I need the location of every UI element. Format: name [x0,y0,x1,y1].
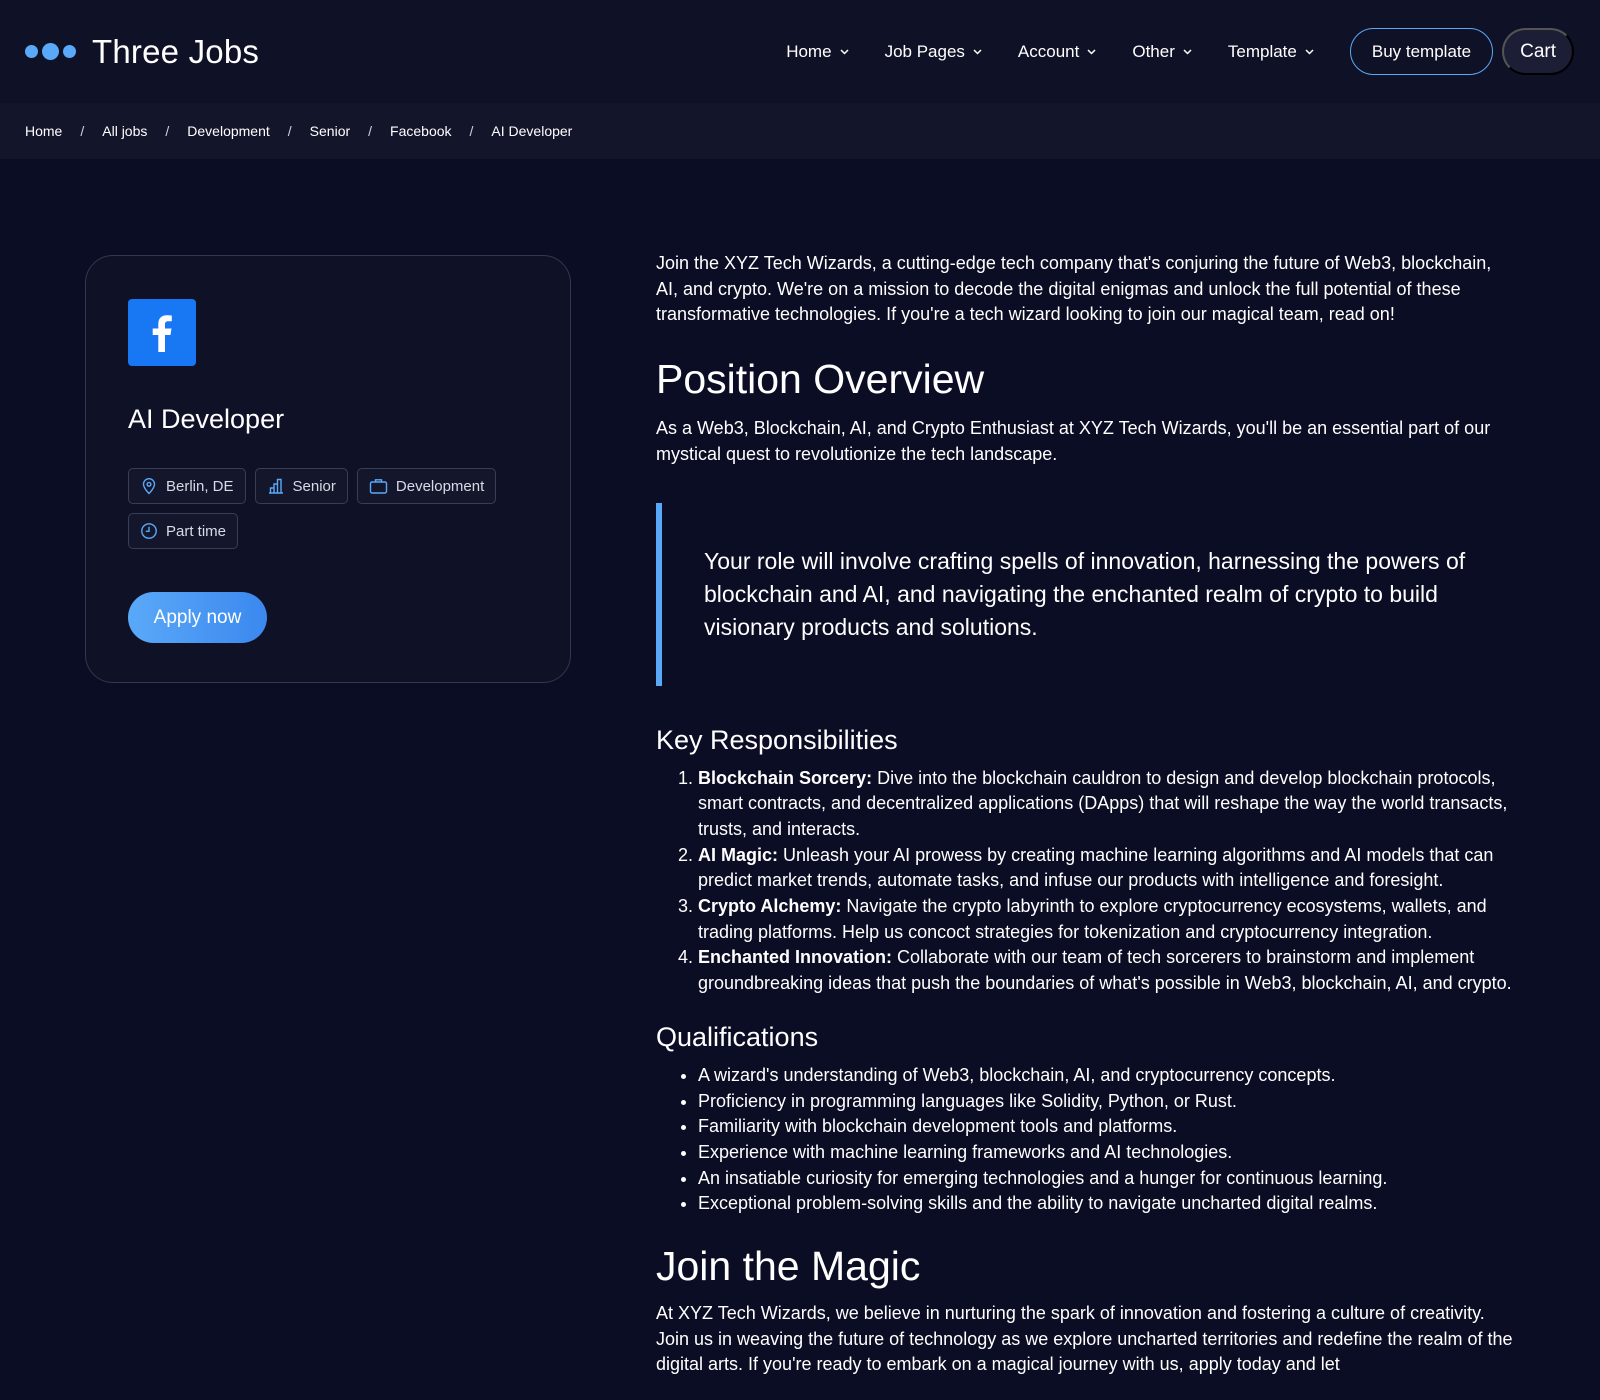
category-tag[interactable] [357,468,496,504]
category-label: Development [395,477,485,495]
job-detail-main [0,159,1600,1400]
responsibility-text: Collaborate with our team of tech sorcerers to brainstorm and implement groundbreaking ideas that push the boundaries of what's possible in Web3, blockchain, AI, and crypto. [698,947,1512,994]
list-item [698,945,1516,996]
nav-item-other[interactable] [1132,42,1192,62]
responsibility-text: Unleash your AI prowess by creating machine learning algorithms and AI models that can predict market trends, automate tasks, and infuse our products with intelligence and foresight. [698,844,1494,891]
location-tag[interactable] [128,468,246,504]
job-type-tag[interactable] [128,513,238,549]
responsibility-text: Navigate the crypto labyrinth to explore cryptocurrency ecosystems, wallets, and trading platforms. Help us concoct strategies for tokenization and cryptocurrency integration. [698,896,1487,942]
breadcrumb-current: AI Developer [491,123,573,139]
nav-item-job-pages[interactable] [885,42,982,62]
chevron-down-icon [1087,49,1096,55]
breadcrumb-separator: / [368,123,373,139]
position-overview-heading: Position Overview [656,356,985,403]
breadcrumb [0,103,1600,159]
apply-now-button[interactable]: Apply now [128,592,267,643]
list-item [698,766,1516,843]
level-label: Senior [292,477,336,495]
nav-item-home[interactable] [786,42,848,62]
cart-button[interactable]: Cart [1502,28,1574,75]
buy-template-button[interactable]: Buy template [1350,28,1493,75]
job-tags [128,468,528,549]
qualifications-list [656,1063,1516,1217]
facebook-logo-icon [128,299,196,366]
clock-icon [140,522,158,540]
responsibility-title: AI Magic: [698,844,779,865]
list-item: • Familiarity with blockchain development tools and platforms. [698,1114,1516,1140]
brand-logo[interactable] [25,33,259,71]
responsibility-title: Enchanted Innovation: [698,947,893,968]
nav-item-account[interactable] [1018,42,1096,62]
brand-name: Three Jobs [92,32,260,70]
list-item [698,843,1516,894]
breadcrumb-senior[interactable]: Senior [309,123,351,139]
intro-paragraph: Join the XYZ Tech Wizards, a cutting-edge tech company that's conjuring the future of Web3, blockchain, AI, and crypto. We're on a mission to decode the digital enigmas and unlock the full potential of these transformative technologies. If you're a tech wizard looking to join our magical team, read on! [656,253,1492,325]
responsibility-title: Blockchain Sorcery: [698,767,873,788]
chevron-down-icon [1305,49,1314,55]
list-item: • Proficiency in programming languages like Solidity, Python, or Rust. [698,1089,1516,1115]
list-item: • An insatiable curiosity for emerging technologies and a hunger for continuous learning. [698,1166,1516,1192]
responsibilities-heading: Key Responsibilities [656,724,898,755]
chevron-down-icon [1183,49,1192,55]
responsibility-title: Crypto Alchemy: [698,896,842,917]
list-item: • Experience with machine learning frameworks and AI technologies. [698,1140,1516,1166]
location-label: Berlin, DE [166,477,234,495]
nav-item-label: Template [1227,41,1297,61]
chevron-down-icon [840,49,849,55]
bar-chart-icon [267,477,285,495]
breadcrumb-facebook[interactable]: Facebook [390,123,452,139]
nav-item-label: Account [1017,41,1080,61]
chevron-down-icon [973,49,982,55]
breadcrumb-development[interactable]: Development [187,123,270,139]
breadcrumb-separator: / [80,123,85,139]
nav-item-label: Other [1132,41,1175,61]
job-type-label: Part time [166,522,227,540]
nav-item-label: Home [786,41,832,61]
breadcrumb-all-jobs[interactable]: All jobs [102,123,148,139]
brand-dots-icon [25,43,76,60]
responsibility-text: Dive into the blockchain cauldron to design and develop blockchain protocols, smart contracts, and decentralized applications (DApps) that will reshape the way the world transacts, trusts, and interacts. [698,767,1508,839]
job-summary-card [85,255,571,683]
breadcrumb-separator: / [469,123,474,139]
job-description [656,251,1516,1378]
breadcrumb-separator: / [165,123,170,139]
role-quote [656,503,1516,686]
level-tag[interactable] [255,468,348,504]
list-item: • A wizard's understanding of Web3, blockchain, AI, and cryptocurrency concepts. [698,1063,1516,1089]
location-pin-icon [140,477,158,495]
join-paragraph: At XYZ Tech Wizards, we believe in nurturing the spark of innovation and fostering a culture of creativity. Join us in weaving the future of technology as we explore uncharted territories and redefine the realm of the digital arts. If you're ready to embark on a magical journey with us, apply today and let [656,1303,1513,1375]
nav-item-template[interactable] [1228,42,1314,62]
breadcrumb-separator: / [287,123,292,139]
breadcrumb-home[interactable]: Home [25,123,63,139]
position-overview-text: As a Web3, Blockchain, AI, and Crypto Enthusiast at XYZ Tech Wizards, you'll be an essential part of our mystical quest to revolutionize the tech landscape. [656,418,1491,464]
top-header [0,0,1600,103]
list-item: • Exceptional problem-solving skills and the ability to navigate uncharted digital realms. [698,1191,1516,1217]
briefcase-icon [369,477,388,495]
role-quote-text: Your role will involve crafting spells of innovation, harnessing the powers of blockchain and AI, and navigating the enchanted realm of crypto to build visionary products and solutions. [704,547,1466,640]
join-heading: Join the Magic [656,1243,921,1290]
job-title: AI Developer [128,404,285,434]
qualifications-heading: Qualifications [656,1021,819,1052]
nav-item-label: Job Pages [884,41,965,61]
list-item [698,894,1516,945]
responsibilities-list [656,766,1516,997]
main-nav [786,28,1574,75]
